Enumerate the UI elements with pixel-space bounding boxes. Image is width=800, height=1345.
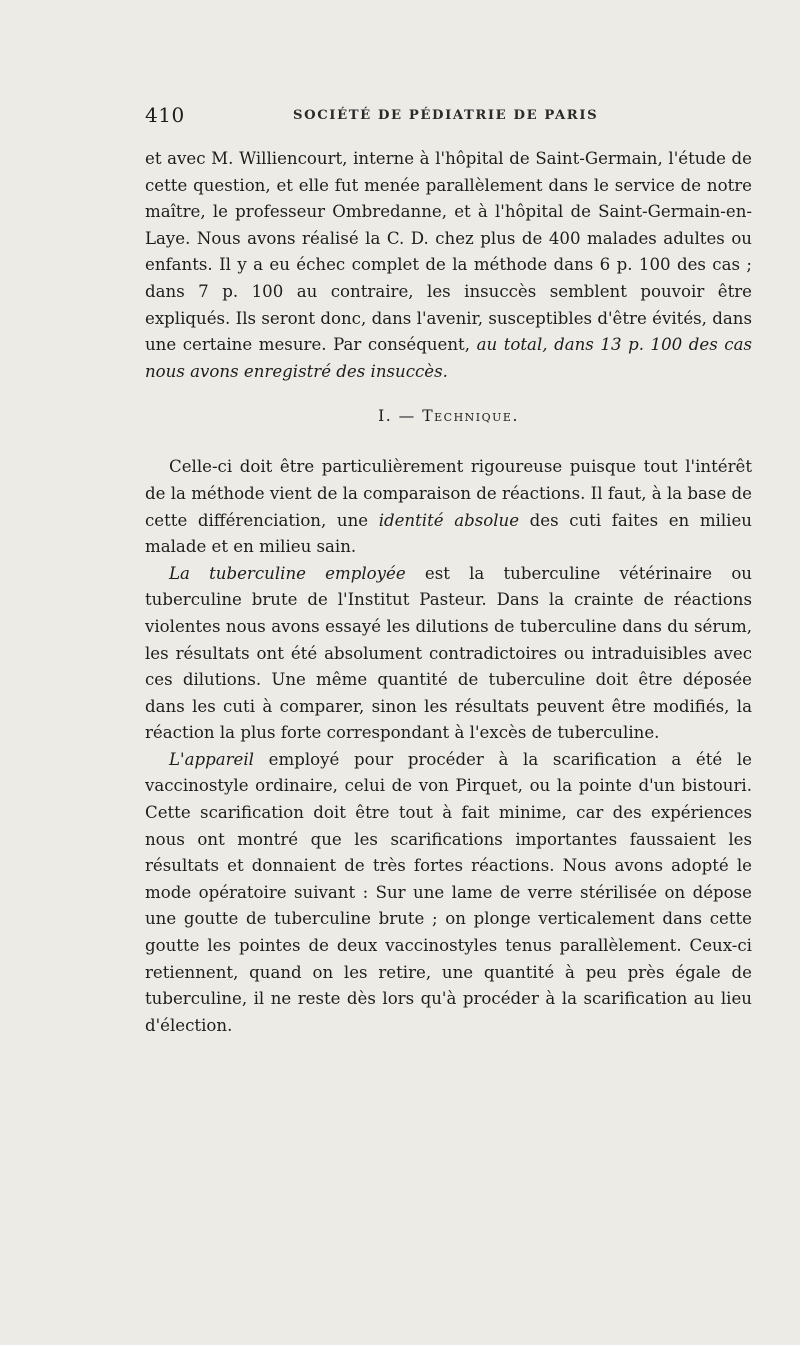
body-text (145, 146, 752, 1039)
intro-paragraph (145, 146, 752, 385)
journal-title: SOCIÉTÉ DE PÉDIATRIE DE PARIS (293, 108, 599, 123)
intro-text: et avec M. Williencourt, interne à l'hôpital de Saint-Germain, l'étude de cette question, et elle fut menée parallèlement dans le service de notre maître, le professeur Ombredanne, et à l'hôpital de Saint-Germain-en-Laye. Nous avons réalisé la C. D. chez plus de 400 malades adultes ou enfants. Il y a eu échec complet de la méthode dans 6 p. 100 des cas ; dans 7 p. 100 au contraire, les insuccès semblent pouvoir être expliqués. Ils seront donc, dans l'avenir, susceptibles d'être évités, dans une certaine mesure. Par conséquent, (145, 149, 752, 355)
technique-paragraph-1 (145, 454, 752, 560)
p2-italic-lead: La tuberculine employée (169, 563, 406, 583)
section-heading: I. — Technique. (378, 407, 519, 426)
p2-text: est la tuberculine vétérinaire ou tuberculine brute de l'Institut Pasteur. Dans la crainte de réactions violentes nous avons essayé les dilutions de tuberculine dans du sérum, les résultats ont été absolument contradictoires ou intraduisibles avec ces dilutions. Une même quantité de tuberculine doit être déposée dans les cuti à comparer, sinon les résultats peuvent être modifiés, la réaction la plus forte correspondant à l'excès de tuberculine. (145, 563, 752, 743)
p1-text-b: des cuti faites en milieu malade et en milieu sain. (145, 510, 752, 557)
intro-italic-text: au total, dans 13 p. 100 des cas nous avons enregistré des insuccès. (145, 335, 753, 381)
p3-text: employé pour procéder à la scarification a été le vaccinostyle ordinaire, celui de von Pirquet, ou la pointe d'un bistouri. Cette scarification doit être tout à fait minime, car des expériences nous ont montré que les scarifications importantes faussaient les résultats et donnaient de très fortes réactions. Nous avons adopté le mode opératoire suivant : Sur une lame de verre stérilisée on dépose une goutte de tuberculine brute ; on plonge verticalement dans cette goutte les pointes de deux vaccinostyles tenus parallèlement. Ceux-ci retiennent, quand on les retire, une quantité à peu près égale de tuberculine, il ne reste dès lors qu'à procéder à la scarification au lieu d'élection. (145, 749, 753, 1035)
p1-italic: identité absolue (378, 510, 520, 530)
p1-text-a: Celle-ci doit être particulièrement rigoureuse puisque tout l'intérêt de la méthode vient de la comparaison de réactions. Il faut, à la base de cette différenciation, une (145, 457, 752, 530)
technique-paragraph-2 (145, 561, 752, 747)
technique-paragraph-3 (145, 747, 752, 1040)
book-page (145, 103, 752, 1039)
running-head (145, 103, 752, 137)
page-number: 410 (145, 103, 185, 127)
p3-italic-lead: L'appareil (169, 749, 254, 769)
